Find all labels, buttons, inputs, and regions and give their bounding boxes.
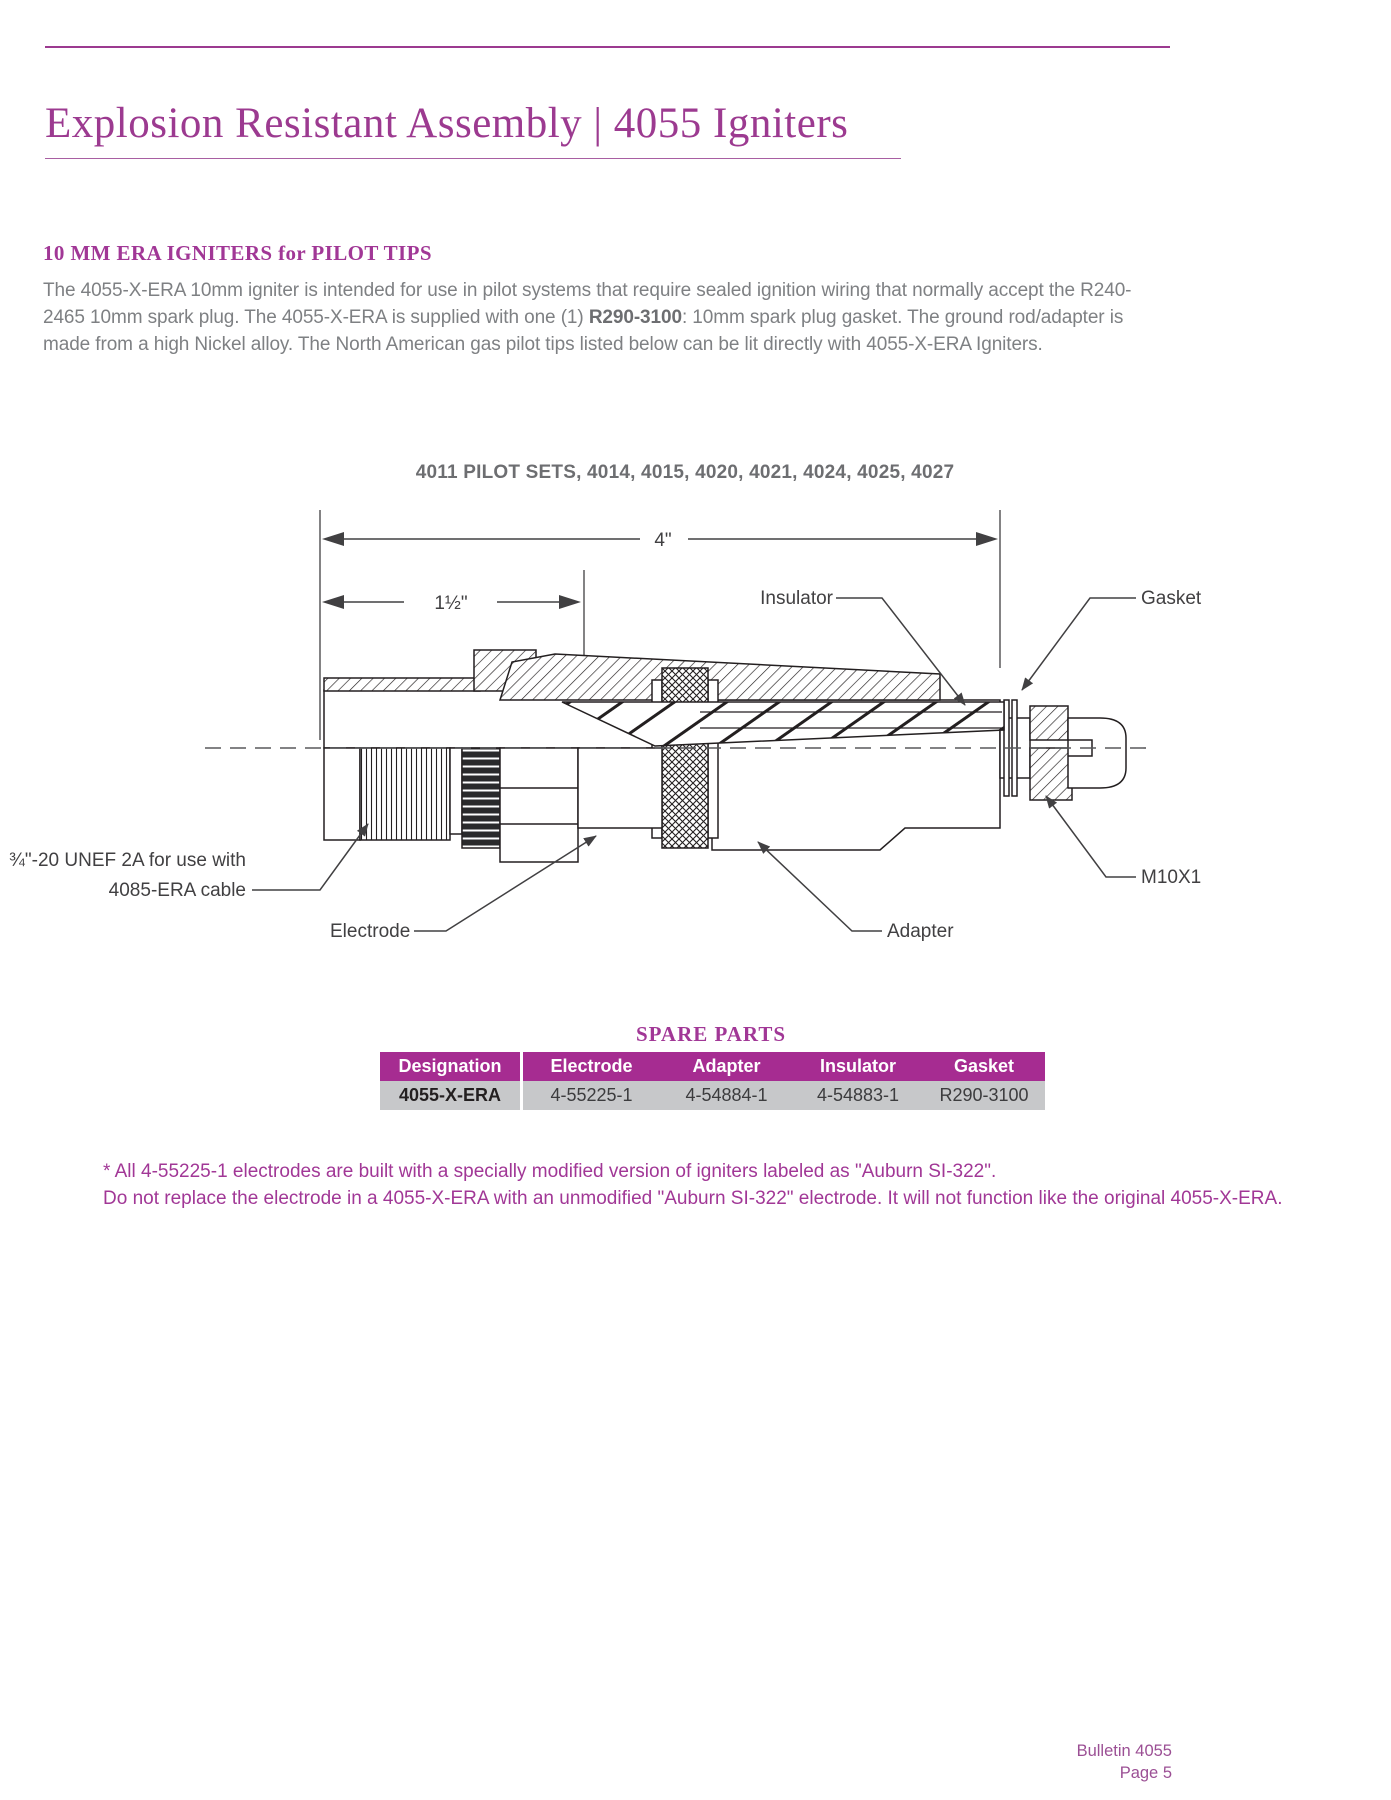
thread-length-label: 1½" — [434, 593, 468, 614]
unef-thread-block — [360, 748, 450, 840]
cell-designation: 4055-X-ERA — [380, 1081, 522, 1110]
thread-note-line2: 4085-ERA cable — [108, 880, 246, 901]
hex-nut — [500, 748, 578, 862]
cell-gasket: R290-3100 — [923, 1081, 1045, 1110]
m10-thread-upper — [1030, 706, 1068, 740]
igniter-body — [324, 650, 1126, 862]
cell-adapter: 4-54884-1 — [660, 1081, 793, 1110]
igniter-cross-section-diagram — [0, 440, 1391, 1010]
footnote — [103, 1158, 1343, 1212]
m10-label: M10X1 — [1141, 867, 1202, 888]
col-designation: Designation — [380, 1052, 522, 1081]
section-heading: 10 MM ERA IGNITERS for PILOT TIPS — [43, 241, 432, 266]
top-divider — [45, 46, 1170, 48]
adapter-label: Adapter — [887, 921, 954, 942]
cell-electrode: 4-55225-1 — [522, 1081, 661, 1110]
overall-length-label: 4" — [654, 530, 672, 551]
col-insulator: Insulator — [793, 1052, 923, 1081]
body-cylinder — [578, 748, 662, 828]
table-row — [380, 1081, 1045, 1110]
footnote-line-1: * All 4-55225-1 electrodes are built with a specially modified version of igniters labeled as "Auburn SI-322". — [103, 1161, 997, 1182]
gasket-label: Gasket — [1141, 588, 1202, 609]
page-title: Explosion Resistant Assembly | 4055 Igniters — [45, 99, 849, 147]
connector-top-threads — [324, 678, 480, 691]
spare-parts-header-row — [380, 1052, 1045, 1081]
body-left-face — [324, 748, 360, 840]
spare-parts-title: SPARE PARTS — [635, 1022, 787, 1046]
thread-spacer — [450, 748, 462, 834]
diagram-title: 4011 PILOT SETS, 4014, 4015, 4020, 4021, 4024, 4025, 4027 — [415, 462, 955, 483]
insulator-label: Insulator — [760, 588, 833, 609]
m10-thread-lower — [1030, 748, 1072, 800]
tip-cap — [1068, 718, 1126, 788]
threaded-stud — [462, 748, 500, 848]
intro-text-1: The 4055-X-ERA 10mm igniter is intended for use in pilot systems that require sealed ignition wiring that normally accept the R240-2465 10mm spark plug. The 4055-X-ERA is supplied with one (1) — [43, 280, 1132, 328]
footnote-line-2: Do not replace the electrode in a 4055-X-ERA with an unmodified "Auburn SI-322" electrode. It will not function like the original 4055-X-ERA. — [103, 1188, 1283, 1209]
thread-note-line1: ¾"-20 UNEF 2A for use with — [9, 850, 246, 871]
page-footer — [872, 1740, 1172, 1784]
footer-page-number: Page 5 — [1119, 1764, 1172, 1782]
intro-text-2: : 10mm spark plug gasket. The ground rod/adapter is made from a high Nickel alloy. The North American gas pilot tips listed below can be lit directly with 4055-X-ERA Igniters. — [43, 307, 1124, 355]
intro-part-number: R290-3100 — [588, 307, 682, 328]
col-gasket: Gasket — [923, 1052, 1045, 1081]
footer-bulletin: Bulletin 4055 — [1076, 1742, 1172, 1760]
spare-parts-table — [380, 1052, 1045, 1110]
title-divider — [45, 158, 901, 159]
col-electrode: Electrode — [522, 1052, 661, 1081]
knurled-collar — [662, 668, 708, 848]
cell-insulator: 4-54883-1 — [793, 1081, 923, 1110]
outer-jacket — [500, 654, 940, 700]
electrode-label: Electrode — [330, 921, 411, 942]
col-adapter: Adapter — [660, 1052, 793, 1081]
intro-paragraph — [43, 277, 1173, 358]
